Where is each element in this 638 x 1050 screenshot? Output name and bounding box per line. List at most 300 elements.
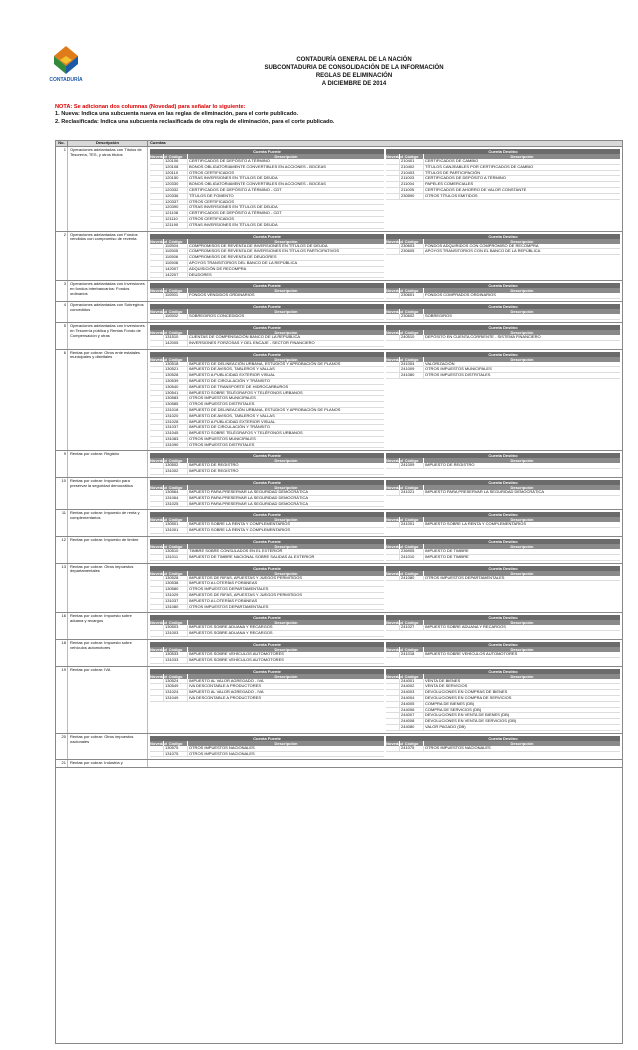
descripcion-cell: IMPUESTO SOBRE LA RENTA Y COMPLEMENTARIOS bbox=[189, 527, 290, 533]
descripcion-cell: TÍTULOS CANJEABLES POR CERTIFICADOS DE CAMBIO bbox=[425, 163, 534, 169]
novedad-cell bbox=[386, 696, 400, 701]
novedad-cell bbox=[150, 690, 164, 695]
account-row bbox=[386, 555, 620, 561]
descripcion-cell: IMPUESTOS DE RIFAS, APUESTAS Y JUEGOS PERMITIDOS bbox=[189, 574, 303, 580]
rule-accounts bbox=[148, 613, 622, 639]
codigo-cell: 230605 bbox=[400, 249, 424, 254]
novedad-cell bbox=[386, 625, 400, 630]
descripcion-cell: OTROS IMPUESTOS DISTRITALES bbox=[189, 441, 255, 447]
novedad-cell bbox=[150, 244, 164, 249]
codigo-cell: 131029 bbox=[164, 593, 188, 598]
account-row bbox=[386, 625, 620, 631]
account-side bbox=[150, 304, 384, 320]
account-side bbox=[150, 149, 384, 229]
novedad-cell bbox=[150, 581, 164, 586]
codigo-cell: 131011 bbox=[164, 555, 188, 560]
codigo-cell: 142005 bbox=[164, 341, 188, 346]
novedad-cell bbox=[150, 171, 164, 176]
descripcion-cell: COMPROMISOS DE REVENTA DE INVERSIONES EN TÍTULOS PARTICIPATIVOS bbox=[189, 248, 340, 254]
codigo-cell: 241009 bbox=[400, 463, 424, 468]
side-title: Cuenta Fuente bbox=[150, 615, 384, 620]
novedad-cell bbox=[150, 255, 164, 260]
codigo-cell: 110505 bbox=[164, 249, 188, 254]
descripcion-cell: SOBREGIROS CONCEDIDOS bbox=[189, 313, 245, 319]
account-row bbox=[386, 746, 620, 752]
novedad-cell bbox=[150, 273, 164, 278]
codigo-cell: 210403 bbox=[400, 171, 424, 176]
novedad-cell bbox=[150, 528, 164, 533]
account-row bbox=[386, 522, 620, 528]
novedad-cell bbox=[386, 713, 400, 718]
novedad-cell bbox=[386, 335, 400, 340]
codigo-header: Código bbox=[400, 620, 424, 625]
account-row bbox=[386, 725, 620, 731]
codigo-header: Código bbox=[164, 154, 188, 159]
descripcion-cell: OTROS IMPUESTOS DISTRITALES bbox=[189, 401, 255, 407]
codigo-cell: 131018 bbox=[164, 408, 188, 413]
novedad-cell bbox=[150, 205, 164, 210]
novedad-header: Novedad bbox=[150, 544, 167, 550]
codigo-cell: 131075 bbox=[164, 752, 188, 757]
rule-number: 13 bbox=[56, 564, 68, 613]
novedad-cell bbox=[150, 599, 164, 604]
novedad-cell bbox=[150, 752, 164, 757]
codigo-header: Código bbox=[164, 544, 188, 549]
codigo-cell: 241080 bbox=[400, 373, 424, 378]
descripcion-header: Descripción bbox=[510, 673, 534, 679]
novedad-cell bbox=[150, 293, 164, 298]
codigo-cell: 131001 bbox=[164, 528, 188, 533]
account-side bbox=[386, 615, 620, 637]
novedad-header: Novedad bbox=[386, 356, 403, 362]
novedad-cell bbox=[150, 391, 164, 396]
descripcion-cell: DEVOLUCIONES EN COMPRA DE SERVICIOS bbox=[425, 695, 512, 701]
rule-number: 21 bbox=[56, 760, 68, 767]
codigo-header: Código bbox=[164, 674, 188, 679]
descripcion-cell: IMPUESTOS SOBRE ADUANA Y RECARGOS bbox=[189, 624, 273, 630]
rule-group bbox=[56, 147, 622, 232]
descripcion-header: Descripción bbox=[510, 309, 534, 315]
rule-number: 3 bbox=[56, 281, 68, 301]
rule-description: Rentas por cobrar: Impuesto sobre vehículos automotores bbox=[68, 640, 148, 666]
side-title: Cuenta Fuente bbox=[150, 352, 384, 357]
rule-group bbox=[56, 734, 622, 761]
account-side bbox=[150, 736, 384, 758]
novedad-header: Novedad bbox=[386, 154, 403, 159]
novedad-cell bbox=[150, 367, 164, 372]
rule-accounts bbox=[148, 302, 622, 322]
codigo-cell: 210401 bbox=[400, 159, 424, 164]
header-line-3: REGLAS DE ELIMINACIÓN bbox=[315, 73, 393, 79]
rule-number: 1 bbox=[56, 147, 68, 231]
rule-accounts bbox=[148, 640, 622, 666]
novedad-header: Novedad bbox=[150, 154, 167, 159]
descripcion-cell: ADQUISICIÓN DE RECOMPRA bbox=[189, 265, 247, 271]
account-row bbox=[150, 528, 384, 534]
codigo-cell: 130528 bbox=[164, 373, 188, 378]
rule-accounts bbox=[148, 147, 622, 231]
side-title: Cuenta Destino bbox=[386, 325, 620, 330]
descripcion-header: Descripción bbox=[510, 620, 534, 626]
codigo-cell: 131090 bbox=[164, 443, 188, 448]
codigo-cell: 130564 bbox=[164, 490, 188, 495]
codigo-cell: 131080 bbox=[164, 605, 188, 610]
account-row bbox=[150, 631, 384, 637]
novedad-cell bbox=[150, 469, 164, 474]
descripcion-cell: TÍTULOS DE FOMENTO bbox=[189, 192, 234, 198]
novedad-cell bbox=[150, 425, 164, 430]
codigo-cell: 210402 bbox=[400, 165, 424, 170]
codigo-header: Código bbox=[400, 544, 424, 549]
account-row bbox=[386, 293, 620, 299]
codigo-header: Código bbox=[164, 309, 188, 314]
codigo-header: Código bbox=[400, 239, 424, 244]
novedad-header: Novedad bbox=[386, 329, 403, 335]
novedad-header: Novedad bbox=[150, 356, 167, 362]
rule-description: Rentas por cobrar: Otros impuestos departamentales bbox=[68, 564, 148, 613]
descripcion-header: Descripción bbox=[274, 673, 298, 679]
rule-number: 11 bbox=[56, 510, 68, 536]
codigo-cell: 240510 bbox=[400, 335, 424, 340]
rule-accounts bbox=[148, 281, 622, 301]
novedad-header: Novedad bbox=[150, 570, 167, 576]
novedad-header: Novedad bbox=[386, 485, 403, 491]
codigo-cell: 120110 bbox=[164, 171, 188, 176]
descripcion-header: Descripción bbox=[510, 154, 534, 159]
account-side bbox=[386, 304, 620, 320]
account-side bbox=[386, 642, 620, 664]
codigo-cell: 131024 bbox=[164, 690, 188, 695]
account-row bbox=[386, 194, 620, 200]
codigo-cell: 131037 bbox=[164, 425, 188, 430]
codigo-cell: 244005 bbox=[400, 702, 424, 707]
descripcion-cell: IMPUESTO SOBRE VEHÍCULOS AUTOMOTORES bbox=[425, 651, 518, 657]
novedad-cell bbox=[386, 182, 400, 187]
account-side bbox=[386, 669, 620, 731]
side-title: Cuenta Fuente bbox=[150, 234, 384, 239]
report-header bbox=[100, 56, 608, 88]
descripcion-cell: IVA DESCONTABLE A PRODUCTORES bbox=[189, 695, 262, 701]
rule-group bbox=[56, 564, 622, 614]
codigo-cell: 130510 bbox=[164, 549, 188, 554]
descripcion-cell: VENTA DE SERVICIOS bbox=[425, 683, 468, 689]
rule-number: 5 bbox=[56, 323, 68, 349]
account-row bbox=[150, 605, 384, 611]
codigo-header: Código bbox=[400, 741, 424, 746]
contaduria-logo bbox=[48, 44, 84, 86]
descripcion-header: Descripción bbox=[510, 570, 534, 576]
novedad-cell bbox=[386, 249, 400, 254]
novedad-cell bbox=[386, 373, 400, 378]
account-row bbox=[150, 341, 384, 347]
novedad-cell bbox=[386, 490, 400, 495]
descripcion-cell: CERTIFICADOS DE AHORRO DE VALOR CONSTANTE bbox=[425, 186, 527, 192]
rule-group bbox=[56, 537, 622, 564]
codigo-cell: 230603 bbox=[400, 244, 424, 249]
descripcion-cell: IMPUESTOS SOBRE VEHÍCULOS AUTOMOTORES bbox=[189, 656, 284, 662]
descripcion-cell: BONOS OBLIGATORIAMENTE CONVERTIBLES EN ACCIONES - BOCEAS bbox=[189, 163, 326, 169]
descripcion-cell: IMPUESTO A LOTERÍAS FORÁNEAS bbox=[189, 580, 258, 586]
rule-number: 16 bbox=[56, 613, 68, 639]
account-side bbox=[386, 480, 620, 507]
descripcion-cell: IMPUESTO A PUBLICIDAD EXTERIOR VISUAL bbox=[189, 418, 276, 424]
rule-number: 6 bbox=[56, 350, 68, 451]
codigo-cell: 120332 bbox=[164, 188, 188, 193]
rule-number: 4 bbox=[56, 302, 68, 322]
novedad-cell bbox=[386, 463, 400, 468]
codigo-cell: 130533 bbox=[164, 652, 188, 657]
descripcion-cell: IMPUESTO AL VALOR AGREGADO - IVA bbox=[189, 677, 264, 683]
novedad-cell bbox=[386, 194, 400, 199]
novedad-header: Novedad bbox=[386, 517, 403, 523]
descripcion-cell: BONOS OBLIGATORIAMENTE CONVERTIBLES EN ACCIONES - BOCEAS bbox=[189, 181, 326, 187]
descripcion-cell: APOYOS TRANSITORIOS CON EL BANCO DE LA REPÚBLICA bbox=[425, 248, 541, 254]
account-side bbox=[150, 352, 384, 449]
descripcion-header: Descripción bbox=[274, 288, 298, 294]
novedad-cell bbox=[150, 522, 164, 527]
novedad-header: Novedad bbox=[386, 309, 403, 315]
codigo-cell: 130580 bbox=[164, 587, 188, 592]
novedad-header: Novedad bbox=[150, 673, 167, 679]
codigo-cell: 131037 bbox=[164, 599, 188, 604]
side-title: Cuenta Fuente bbox=[150, 669, 384, 674]
account-side bbox=[150, 669, 384, 731]
novedad-cell bbox=[150, 341, 164, 346]
side-title: Cuenta Destino bbox=[386, 512, 620, 517]
account-side bbox=[150, 566, 384, 611]
descripcion-cell: IMPUESTO DE TIMBRE bbox=[425, 553, 469, 559]
account-row bbox=[386, 249, 620, 255]
side-title: Cuenta Fuente bbox=[150, 539, 384, 544]
account-side bbox=[386, 736, 620, 758]
codigo-cell: 120150 bbox=[164, 176, 188, 181]
codigo-cell: 120337 bbox=[164, 200, 188, 205]
rule-description: Rentas por cobrar: Impuesto para preservar la seguridad democrática bbox=[68, 478, 148, 509]
codigo-cell: 130502 bbox=[164, 463, 188, 468]
novedad-cell bbox=[386, 362, 400, 367]
novedad-cell bbox=[150, 696, 164, 701]
rule-accounts bbox=[148, 323, 622, 349]
account-side bbox=[386, 325, 620, 347]
codigo-cell: 241075 bbox=[400, 746, 424, 751]
rule-group bbox=[56, 350, 622, 452]
account-side bbox=[386, 566, 620, 611]
rule-description: Rentas por cobrar: Impuesto sobre aduana y recargos bbox=[68, 613, 148, 639]
account-row bbox=[150, 752, 384, 758]
codigo-cell: 142007 bbox=[164, 267, 188, 272]
descripcion-header: Descripción bbox=[510, 740, 534, 746]
descripcion-cell: OTROS IMPUESTOS MUNICIPALES bbox=[189, 435, 256, 441]
side-title: Cuenta Fuente bbox=[150, 480, 384, 485]
descripcion-cell: COMPROMISOS DE REVENTA DE DEUDORES bbox=[189, 254, 277, 260]
account-row bbox=[386, 373, 620, 379]
codigo-cell: 131049 bbox=[164, 696, 188, 701]
rule-group bbox=[56, 478, 622, 510]
descripcion-cell: CERTIFICADOS DE DEPÓSITO A TÉRMINO - CDT bbox=[189, 186, 282, 192]
nota-block bbox=[55, 104, 334, 126]
account-row bbox=[150, 555, 384, 561]
account-side bbox=[386, 512, 620, 534]
account-side bbox=[150, 642, 384, 664]
novedad-cell bbox=[386, 576, 400, 581]
account-side bbox=[386, 283, 620, 299]
novedad-cell bbox=[150, 335, 164, 340]
novedad-cell bbox=[150, 314, 164, 319]
descripcion-header: Descripción bbox=[274, 620, 298, 626]
side-title: Cuenta Destino bbox=[386, 352, 620, 357]
descripcion-cell: IMPUESTO DE AVISOS, TABLEROS Y VALLAS bbox=[189, 412, 275, 418]
novedad-header: Novedad bbox=[386, 238, 403, 244]
novedad-cell bbox=[386, 690, 400, 695]
rule-description: Rentas por cobrar: Registro bbox=[68, 451, 148, 477]
codigo-cell: 130538 bbox=[164, 581, 188, 586]
codigo-header: Código bbox=[400, 458, 424, 463]
codigo-cell: 142207 bbox=[164, 273, 188, 278]
novedad-cell bbox=[386, 244, 400, 249]
codigo-cell: 120390 bbox=[164, 205, 188, 210]
codigo-cell: 131025 bbox=[164, 502, 188, 507]
descripcion-cell: OTROS IMPUESTOS DISTRITALES bbox=[425, 372, 491, 378]
descripcion-cell: OTRAS INVERSIONES EN TÍTULOS DE DEUDA bbox=[189, 221, 278, 227]
nota-line-3: 2. Reclasificada: Indica una subcuenta reclasificada de otra regla de eliminación, para el corte publicado. bbox=[55, 118, 335, 125]
codigo-cell: 110504 bbox=[164, 244, 188, 249]
account-side bbox=[386, 352, 620, 449]
novedad-cell bbox=[386, 549, 400, 554]
side-title: Cuenta Fuente bbox=[150, 453, 384, 458]
rule-group bbox=[56, 640, 622, 667]
novedad-cell bbox=[150, 549, 164, 554]
novedad-header: Novedad bbox=[150, 740, 167, 746]
novedad-header: Novedad bbox=[150, 329, 167, 335]
novedad-cell bbox=[150, 223, 164, 228]
codigo-cell: 241001 bbox=[400, 522, 424, 527]
novedad-header: Novedad bbox=[150, 620, 167, 626]
descripcion-cell: IMPUESTO DE TRANSPORTE DE HIDROCARBUROS bbox=[189, 383, 289, 389]
side-title: Cuenta Fuente bbox=[150, 736, 384, 741]
novedad-cell bbox=[386, 719, 400, 724]
descripcion-cell: IMPUESTO SOBRE TELÉGRAFOS Y TELÉFONOS URBANOS bbox=[189, 430, 303, 436]
novedad-header: Novedad bbox=[150, 458, 167, 464]
novedad-cell bbox=[150, 165, 164, 170]
codigo-cell: 121110 bbox=[164, 217, 188, 222]
codigo-header: Código bbox=[400, 154, 424, 159]
novedad-cell bbox=[386, 367, 400, 372]
descripcion-header: Descripción bbox=[510, 485, 534, 491]
novedad-cell bbox=[150, 159, 164, 164]
account-row bbox=[150, 273, 384, 279]
novedad-header: Novedad bbox=[150, 288, 167, 294]
descripcion-cell: APOYOS TRANSITORIOS DEL BANCO DE LA REPÚBLICA bbox=[189, 259, 298, 265]
descripcion-cell: IMPUESTO SOBRE ADUANA Y RECARGOS bbox=[425, 624, 506, 630]
novedad-cell bbox=[386, 159, 400, 164]
codigo-cell: 241004 bbox=[400, 362, 424, 367]
descripcion-header: Descripción bbox=[274, 517, 298, 523]
codigo-header: Código bbox=[400, 330, 424, 335]
codigo-header: Código bbox=[400, 309, 424, 314]
novedad-cell bbox=[386, 725, 400, 730]
codigo-cell: 241018 bbox=[400, 652, 424, 657]
side-title: Cuenta Fuente bbox=[150, 642, 384, 647]
codigo-header: Código bbox=[164, 458, 188, 463]
descripcion-cell: DEVOLUCIONES EN VENTA DE SERVICIOS (DB) bbox=[425, 718, 517, 724]
side-title: Cuenta Destino bbox=[386, 304, 620, 309]
rule-accounts bbox=[148, 537, 622, 563]
account-side bbox=[150, 512, 384, 534]
codigo-cell: 130539 bbox=[164, 379, 188, 384]
codigo-header: Código bbox=[400, 517, 424, 522]
novedad-cell bbox=[150, 652, 164, 657]
codigo-cell: 230590 bbox=[400, 194, 424, 199]
rule-description: Rentas por cobrar: Impuesto de timbre bbox=[68, 537, 148, 563]
descripcion-cell: IMPUESTO DE CIRCULACIÓN Y TRÁNSITO bbox=[189, 424, 270, 430]
codigo-cell: 244007 bbox=[400, 713, 424, 718]
descripcion-cell: IMPUESTOS DE RIFAS, APUESTAS Y JUEGOS PERMITIDOS bbox=[189, 592, 303, 598]
novedad-cell bbox=[386, 188, 400, 193]
rule-description: Rentas por cobrar: Otros impuestos nacionales bbox=[68, 734, 148, 760]
novedad-cell bbox=[386, 176, 400, 181]
account-row bbox=[150, 293, 384, 299]
novedad-header: Novedad bbox=[386, 673, 403, 679]
novedad-cell bbox=[150, 362, 164, 367]
descripcion-cell: DEVOLUCIONES EN COMPRAS DE BIENES bbox=[425, 689, 508, 695]
novedad-cell bbox=[150, 267, 164, 272]
rule-description: Rentas por cobrar: Otros ente estatales municipales y distritales bbox=[68, 350, 148, 451]
codigo-header: Código bbox=[164, 741, 188, 746]
account-row bbox=[150, 443, 384, 449]
novedad-header: Novedad bbox=[150, 647, 167, 653]
rule-group bbox=[56, 323, 622, 350]
novedad-cell bbox=[150, 188, 164, 193]
novedad-cell bbox=[150, 402, 164, 407]
rule-description: Rentas por cobrar: Industria y bbox=[68, 760, 148, 767]
codigo-header: Código bbox=[164, 571, 188, 576]
account-side bbox=[386, 453, 620, 475]
account-side bbox=[150, 325, 384, 347]
descripcion-header: Descripción bbox=[510, 647, 534, 653]
descripcion-cell: IMPUESTO AL VALOR AGREGADO - IVA bbox=[189, 689, 264, 695]
codigo-header: Código bbox=[164, 485, 188, 490]
descripcion-header: Descripción bbox=[274, 309, 298, 315]
codigo-header: Código bbox=[164, 620, 188, 625]
novedad-header: Novedad bbox=[150, 517, 167, 523]
rule-accounts bbox=[148, 478, 622, 509]
codigo-cell: 131083 bbox=[164, 437, 188, 442]
codigo-cell: 241010 bbox=[400, 555, 424, 560]
descripcion-cell: IMPUESTO DE CIRCULACIÓN Y TRÁNSITO bbox=[189, 377, 270, 383]
novedad-header: Novedad bbox=[386, 740, 403, 746]
codigo-cell: 121190 bbox=[164, 223, 188, 228]
descripcion-cell: OTROS CERTIFICADOS bbox=[189, 198, 235, 204]
rule-accounts bbox=[148, 350, 622, 451]
col-no: No. bbox=[56, 141, 68, 146]
codigo-cell: 131020 bbox=[164, 414, 188, 419]
codigo-header: Código bbox=[164, 357, 188, 362]
descripcion-cell: CERTIFICADOS DE DEPÓSITO A TÉRMINO bbox=[425, 175, 506, 181]
side-title: Cuenta Destino bbox=[386, 283, 620, 288]
account-row bbox=[386, 314, 620, 320]
rule-description: Operaciones adelantadas con Inversiones en Tesorería pública y Rentas Fondo de Compensación y otras bbox=[68, 323, 148, 349]
descripcion-header: Descripción bbox=[510, 238, 534, 244]
novedad-cell bbox=[386, 293, 400, 298]
descripcion-cell: INVERSIONES FORZOSAS Y DEL ENCAJE - SECTOR FINANCIERO bbox=[189, 339, 315, 345]
descripcion-cell: IVA DESCONTABLE A PRODUCTORES bbox=[189, 683, 262, 689]
descripcion-header: Descripción bbox=[510, 458, 534, 464]
col-cuentas: Cuentas bbox=[150, 140, 166, 145]
novedad-cell bbox=[150, 385, 164, 390]
novedad-cell bbox=[386, 165, 400, 170]
descripcion-header: Descripción bbox=[510, 329, 534, 335]
descripcion-cell: OTROS CERTIFICADOS bbox=[189, 215, 235, 221]
